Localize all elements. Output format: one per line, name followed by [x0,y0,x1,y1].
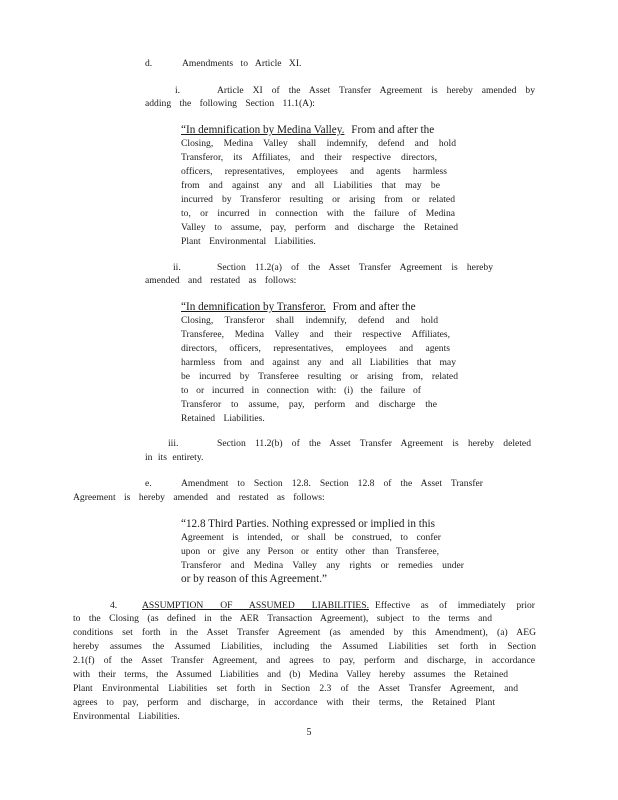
section-4-line-1: to the Closing (as defined in the AER Transaction Agreement), subject to the terms and [73,613,492,624]
section-4-line-7: agrees to pay, perform and discharge, in accordance with their terms, the Retained Plant [73,697,495,708]
page-number: 5 [306,727,312,738]
item-ii-line-1: Section 11.2(a) of the Asset Transfer Agreement is hereby [217,262,493,273]
quote-2-line-4: harmless from and against any and all Liabilities that may [181,357,456,368]
quote-1-title-rest: From and after the [351,124,435,136]
section-4-first-line-rest: Effective as of immediately prior [375,600,535,611]
quote-1-line-4: from and against any and all Liabilities that may be [181,180,440,191]
section-4-line-4: 2.1(f) of the Asset Transfer Agreement, and agrees to pay, perform and discharge, in accordance [73,655,535,666]
section-e-number: e. [145,478,152,489]
quote-2-title-rest: From and after the [332,301,416,313]
section-d-title: Amendments to Article XI. [182,58,302,69]
quote-2-line-3: directors, officers, representatives, employees and agents [181,343,450,354]
quote-2-line-2: Transferee, Medina Valley and their respective Affiliates, [181,329,450,340]
quote-1-title: “In demnification by Medina Valley. [181,124,345,136]
item-i-line-2: adding the following Section 11.1(A): [145,98,315,109]
quote-1-line-1: Closing, Medina Valley shall indemnify, defend and hold [181,138,456,149]
item-iii-line-1: Section 11.2(b) of the Asset Transfer Agreement is hereby deleted [217,438,531,449]
quote-3-line-1: “12.8 Third Parties. Nothing expressed or implied in this [181,518,435,530]
quote-1-line-5: incurred by Transferor resulting or arising from or related [181,194,455,205]
quote-3-line-3: upon or give any Person or entity other than Transferee, [181,546,439,557]
quote-3-line-4: Transferor and Medina Valley any rights or remedies under [181,560,464,571]
item-iii-line-2: in its entirety. [145,452,204,463]
item-ii-line-2: amended and restated as follows: [145,275,297,286]
section-e-line-1: Amendment to Section 12.8. Section 12.8 of the Asset Transfer [181,478,483,489]
section-d-number: d. [145,58,153,69]
item-iii-number: iii. [168,438,179,449]
quote-3-line-5: or by reason of this Agreement.” [181,573,328,585]
section-4-line-3: hereby assumes the Assumed Liabilities, including the Assumed Liabilities set forth in Section [73,641,536,652]
item-ii-number: ii. [173,262,181,273]
quote-1-line-8: Plant Environmental Liabilities. [181,236,316,247]
quote-1-line-2: Transferor, its Affiliates, and their respective directors, [181,152,437,163]
section-e-line-2: Agreement is hereby amended and restated as follows: [73,492,325,503]
section-4-line-6: Plant Environmental Liabilities set forth in Section 2.3 of the Asset Transfer Agreement, and [73,683,518,694]
quote-1-line-6: to, or incurred in connection with the failure of Medina [181,208,455,219]
item-i-number: i. [175,85,181,96]
quote-2-line-6: to or incurred in connection with: (i) the failure of [181,385,421,396]
section-4-line-5: with their terms, the Assumed Liabilities and (b) Medina Valley hereby assumes the Retained [73,669,508,680]
quote-2-first-line [181,301,416,313]
quote-1-line-7: Valley to assume, pay, perform and discharge the Retained [181,222,458,233]
quote-2-line-7: Transferor to assume, pay, perform and discharge the [181,399,437,410]
quote-3-line-2: Agreement is intended, or shall be construed, to confer [181,532,441,543]
quote-1-line-3: officers, representatives, employees and agents harmless [181,166,447,177]
quote-2-title: “In demnification by Transferor. [181,301,326,313]
quote-2-line-5: be incurred by Transferee resulting or arising from, related [181,371,458,382]
section-4-number: 4. [110,600,118,611]
item-i-line-1: Article XI of the Asset Transfer Agreement is hereby amended by [217,85,535,96]
quote-1-first-line [181,124,434,136]
quote-2-line-8: Retained Liabilities. [181,413,265,424]
quote-2-line-1: Closing, Transferor shall indemnify, defend and hold [181,315,438,326]
section-4-line-8: Environmental Liabilities. [73,711,180,722]
section-4-title: ASSUMPTION OF ASSUMED LIABILITIES. [142,600,369,611]
section-4-line-2: conditions set forth in the Asset Transfer Agreement (as amended by this Amendment), (a) AEG [73,627,536,638]
